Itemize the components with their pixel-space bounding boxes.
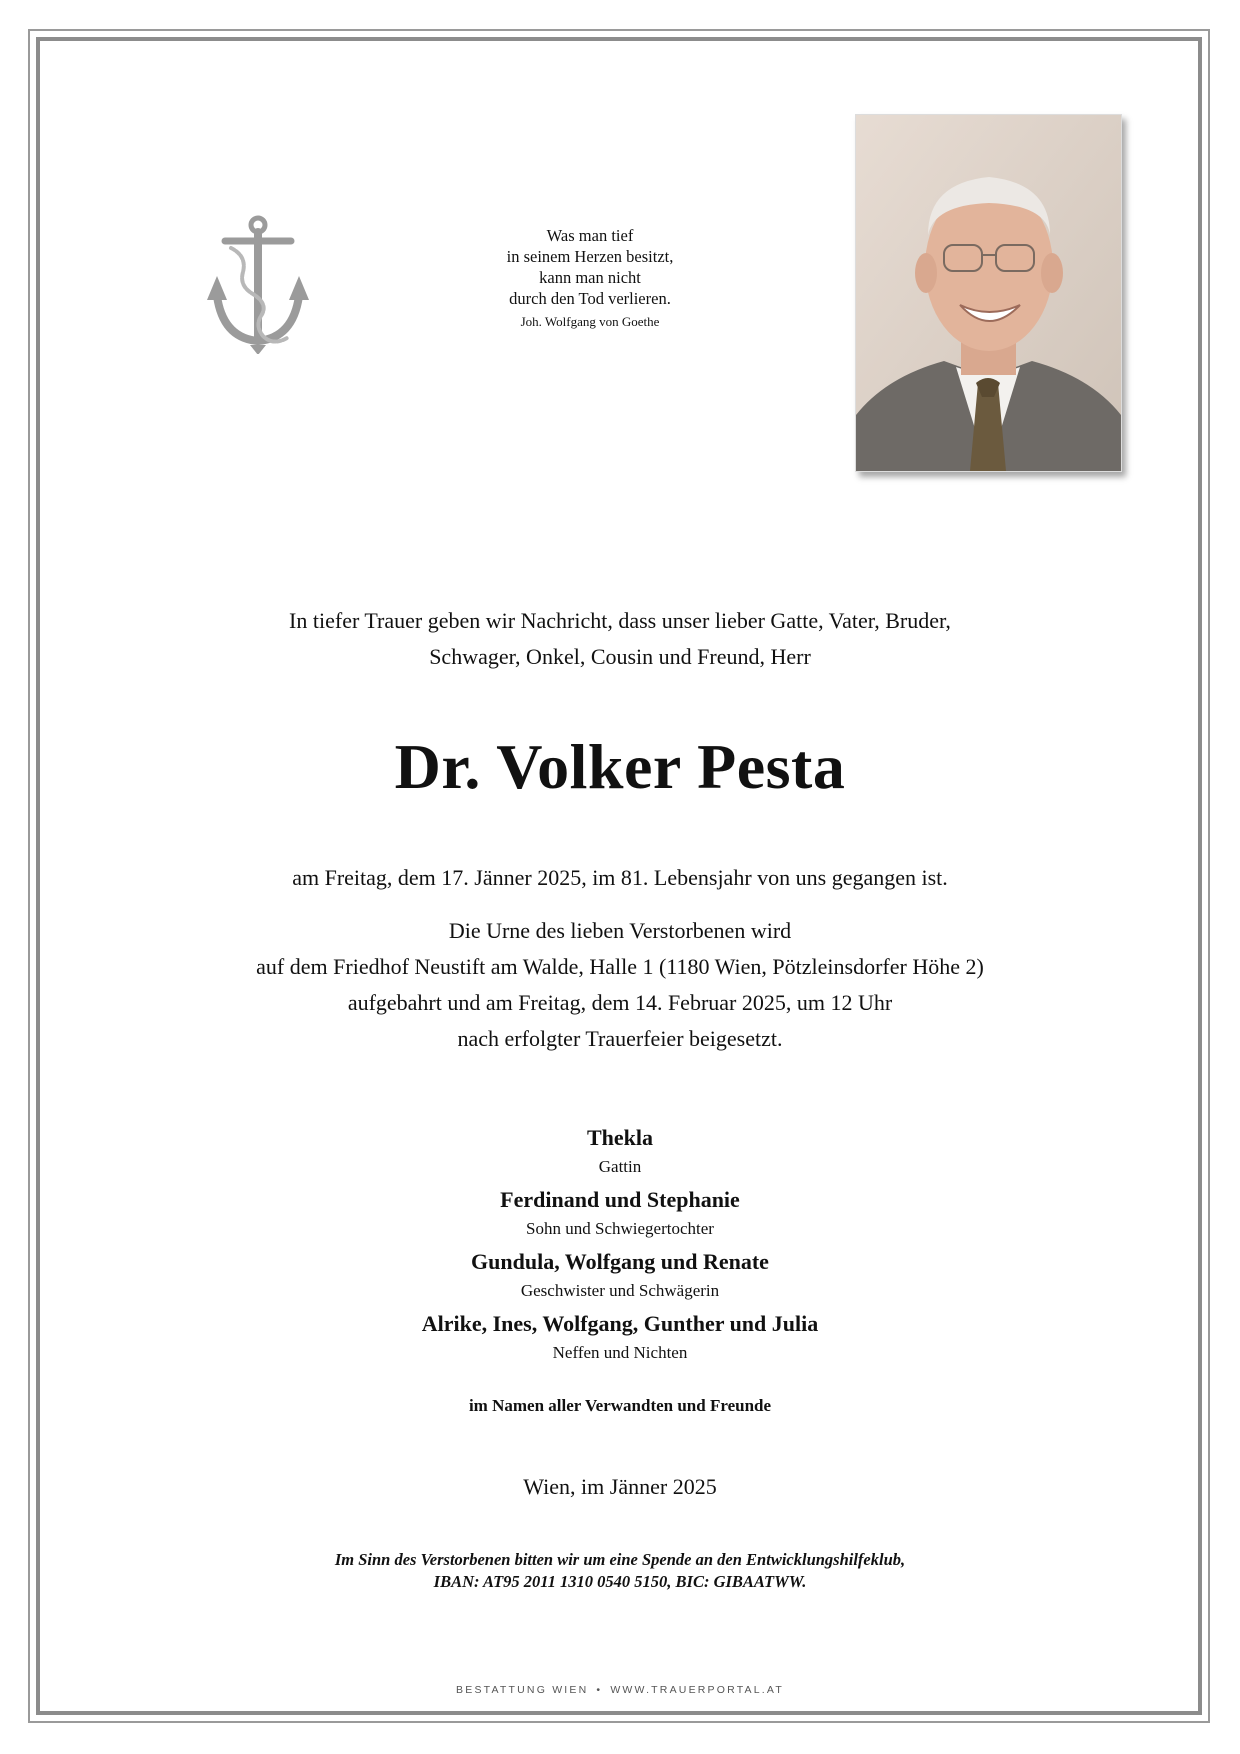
mourner-name: Thekla xyxy=(586,1125,654,1150)
mourner-name: Ferdinand und Stephanie xyxy=(500,1187,740,1212)
footer xyxy=(40,1684,1200,1696)
mourner-role: Sohn und Schwiegertochter xyxy=(526,1219,714,1238)
footer-separator: • xyxy=(596,1684,603,1696)
quote-line: kann man nicht xyxy=(539,268,641,287)
mourner-name: Gundula, Wolfgang und Renate xyxy=(471,1249,769,1274)
funeral-line: nach erfolgter Trauerfeier beigesetzt. xyxy=(457,1026,783,1051)
mourner-role: Gattin xyxy=(598,1157,642,1176)
funeral-line: auf dem Friedhof Neustift am Walde, Halle 1 (1180 Wien, Pötzleinsdorfer Höhe 2) xyxy=(256,954,984,979)
funeral-line: Die Urne des lieben Verstorbenen wird xyxy=(448,918,792,943)
intro-line: In tiefer Trauer geben wir Nachricht, dass unser lieber Gatte, Vater, Bruder, xyxy=(289,608,951,633)
quote-line: durch den Tod verlieren. xyxy=(509,289,671,308)
mourner-name: Alrike, Ines, Wolfgang, Gunther und Julia xyxy=(421,1311,819,1336)
anchor-icon xyxy=(203,214,313,354)
goethe-quote xyxy=(440,225,740,332)
mourner-role: Neffen und Nichten xyxy=(552,1343,688,1362)
donation-note xyxy=(40,1549,1200,1593)
place-date: Wien, im Jänner 2025 xyxy=(523,1474,717,1499)
funeral-details xyxy=(40,913,1200,1057)
quote-author: Joh. Wolfgang von Goethe xyxy=(520,314,660,329)
footer-company: BESTATTUNG WIEN xyxy=(456,1684,589,1696)
donation-line: IBAN: AT95 2011 1310 0540 5150, BIC: GIBAATWW. xyxy=(433,1572,807,1591)
quote-line: Was man tief xyxy=(546,226,634,245)
intro-line: Schwager, Onkel, Cousin und Freund, Herr xyxy=(429,644,811,669)
passing-text: am Freitag, dem 17. Jänner 2025, im 81. Lebensjahr von uns gegangen ist. xyxy=(292,865,948,890)
deceased-name: Dr. Volker Pesta xyxy=(394,731,846,802)
funeral-line: aufgebahrt und am Freitag, dem 14. Februar 2025, um 12 Uhr xyxy=(347,990,893,1015)
mourner-role: Geschwister und Schwägerin xyxy=(520,1281,720,1300)
portrait-photo xyxy=(855,114,1122,472)
closing-line: im Namen aller Verwandten und Freunde xyxy=(468,1396,772,1415)
mourners-list xyxy=(40,1121,1200,1369)
donation-line: Im Sinn des Verstorbenen bitten wir um eine Spende an den Entwicklungshilfeklub, xyxy=(334,1550,906,1569)
intro-text xyxy=(40,603,1200,675)
quote-line: in seinem Herzen besitzt, xyxy=(506,247,674,266)
footer-website[interactable]: WWW.TRAUERPORTAL.AT xyxy=(610,1684,784,1696)
